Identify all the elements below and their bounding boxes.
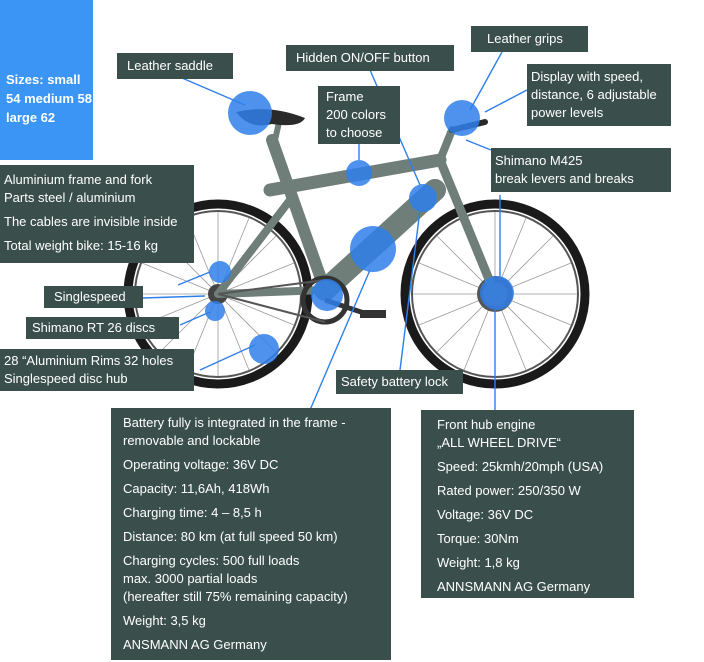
frame-line-1: Frame: [326, 89, 364, 104]
hidden-button-text: Hidden ON/OFF button: [296, 50, 430, 65]
label-safety-lock: [336, 370, 463, 394]
battery-spec-panel: [111, 408, 391, 660]
battery-cycles-line-1: Charging cycles: 500 full loads: [123, 553, 300, 568]
battery-charging-time: Charging time: 4 – 8,5 h: [123, 505, 262, 520]
hotspot-hub-motor: [480, 276, 514, 310]
hub-torque: Torque: 30Nm: [437, 531, 519, 546]
rims-line-2: Singlespeed disc hub: [4, 371, 128, 386]
hub-engine-panel: [421, 410, 634, 598]
battery-cycles-line-3: (hereafter still 75% remaining capacity): [123, 589, 348, 604]
frame-line-3: to choose: [326, 125, 383, 140]
safety-lock-text: Safety battery lock: [341, 374, 448, 389]
hotspot-singlespeed: [209, 261, 231, 283]
battery-weight: Weight: 3,5 kg: [123, 613, 206, 628]
hub-weight: Weight: 1,8 kg: [437, 555, 520, 570]
battery-intro-line-2: removable and lockable: [123, 433, 261, 448]
battery-intro-line-1: Battery fully is integrated in the frame -: [123, 415, 346, 430]
hub-maker: ANNSMANN AG Germany: [437, 579, 591, 594]
battery-maker: ANSMANN AG Germany: [123, 637, 267, 652]
battery-capacity: Capacity: 11,6Ah, 418Wh: [123, 481, 270, 496]
label-display: [527, 64, 671, 126]
frame-specs-line-4: Total weight bike: 15-16 kg: [4, 238, 158, 253]
label-leather-grips: [471, 26, 588, 52]
frame-specs-line-3: The cables are invisible inside: [4, 214, 178, 229]
battery-cycles-line-2: max. 3000 partial loads: [123, 571, 258, 586]
hub-speed: Speed: 25kmh/20mph (USA): [437, 459, 604, 474]
display-line-3: power levels: [531, 105, 604, 120]
shimano-brakes-line-1: Shimano M425: [495, 153, 583, 168]
shimano-brakes-line-2: break levers and breaks: [495, 171, 634, 186]
battery-distance: Distance: 80 km (at full speed 50 km): [123, 529, 338, 544]
label-leather-saddle: [117, 53, 233, 79]
label-shimano-brakes: [491, 148, 671, 192]
label-rims: [0, 349, 194, 391]
sizes-title: Sizes:: [6, 72, 44, 87]
hub-title-line-2: „ALL WHEEL DRIVE“: [437, 435, 562, 450]
hotspot-rims: [249, 334, 279, 364]
leather-grips-text: Leather grips: [487, 31, 563, 46]
hotspot-frame: [346, 160, 372, 186]
size-small: small 54: [6, 72, 81, 106]
hotspot-battery: [350, 226, 396, 272]
label-discs: [26, 317, 179, 339]
size-medium: medium 58: [24, 91, 93, 106]
discs-text: Shimano RT 26 discs: [32, 320, 156, 335]
label-hidden-button: [286, 45, 454, 71]
display-line-2: distance, 6 adjustable: [531, 87, 657, 102]
battery-voltage: Operating voltage: 36V DC: [123, 457, 279, 472]
hub-voltage: Voltage: 36V DC: [437, 507, 534, 522]
hub-title-line-1: Front hub engine: [437, 417, 536, 432]
hotspot-bottom-bracket: [311, 279, 343, 311]
frame-line-2: 200 colors: [326, 107, 386, 122]
label-singlespeed: [44, 286, 143, 308]
size-large: large 62: [6, 110, 56, 125]
hotspot-button: [409, 184, 437, 212]
hub-power: Rated power: 250/350 W: [437, 483, 581, 498]
label-frame-colors: [318, 86, 400, 144]
sizes-panel: [0, 0, 93, 160]
hotspot-grips: [444, 100, 480, 136]
display-line-1: Display with speed,: [531, 69, 643, 84]
label-frame-specs: [0, 165, 194, 263]
hotspot-saddle: [228, 91, 272, 135]
rims-line-1: 28 “Aluminium Rims 32 holes: [4, 353, 174, 368]
hotspot-discs: [205, 301, 225, 321]
frame-specs-line-2: Parts steel / aluminium: [4, 190, 136, 205]
frame-specs-line-1: Aluminium frame and fork: [4, 172, 153, 187]
singlespeed-text: Singlespeed: [54, 289, 126, 304]
bike-frame: [218, 118, 495, 294]
leather-saddle-text: Leather saddle: [127, 58, 214, 73]
